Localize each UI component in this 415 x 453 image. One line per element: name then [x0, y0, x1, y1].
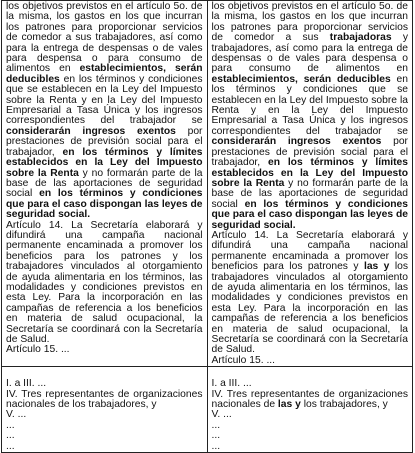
- text-run: los objetivos previstos en el artículo 5o. de la misma, los gastos en los que incurran los patrones para proporcionar servicios de comedor a sus trabajadores, así como para la entrega de despensas o de vales para despensa o para consumo de alimentos en: [6, 1, 203, 75]
- bold-run: trabajadoras: [329, 32, 392, 44]
- article-14-paragraph: [212, 231, 409, 356]
- text-run: IV. Tres representantes de organizaciones nacionales de: [211, 388, 408, 411]
- bold-run: considerarán ingresos exentos: [6, 125, 176, 137]
- bold-run: las y: [277, 399, 301, 411]
- list-item: V. ...: [211, 409, 232, 421]
- table-row: [2, 367, 413, 453]
- text-run: y no formarán parte de la base de las aportaciones de seguridad social: [211, 177, 408, 210]
- text-run: y no formarán parte de la base de las aportaciones de seguridad social: [6, 167, 203, 200]
- proposed-text-column: [207, 1, 413, 367]
- text-run: y trabajadores, así como para la entrega de despensas o de vales para despensa o para consumo de alimentos en: [211, 32, 408, 75]
- bold-run: en los términos y límites establecidos en la Ley del Impuesto sobre la Renta: [211, 157, 408, 189]
- bold-run: en los términos y condiciones que para el caso dispongan las leyes de seguridad social.: [211, 198, 408, 231]
- list-item: ...: [211, 430, 221, 442]
- text-run: los trabajadores vinculados al otorgamiento de ayuda alimentaria en los términos, las modalidades y condiciones previstos en esta Ley. Para la incorporación en las campañas de referencia a los beneficios en materia de salud ocupacional, la Secretaría se coordinará con la Secretaría de Salud.: [211, 261, 409, 356]
- text-run: por prestaciones de previsión social para el trabajador,: [6, 125, 203, 158]
- text-run: los trabajadores, y: [300, 399, 388, 411]
- proposed-list-column: [207, 367, 413, 453]
- bold-run: establecimientos, serán deducibles: [6, 63, 203, 85]
- list-item: ...: [6, 440, 15, 452]
- comparison-table: [1, 0, 413, 453]
- bold-run: considerarán ingresos exentos: [211, 136, 382, 148]
- bold-run: en los términos y condiciones que para el caso dispongan las leyes de seguridad social.: [6, 188, 203, 221]
- list-item: ...: [211, 440, 221, 452]
- list-item: IV. Tres representantes de organizaciones nacionales de los trabajadores, y: [6, 388, 203, 411]
- text-run: por prestaciones de previsión social para el trabajador,: [211, 136, 408, 169]
- text-run: los objetivos previstos en el artículo 5o. de la misma, los gastos en los que incurran los patrones para proporcionar servicios de comedor a sus: [211, 1, 408, 44]
- bold-run: establecimientos, serán deducibles: [211, 73, 391, 85]
- article-15-heading: Artículo 15. ...: [211, 354, 276, 366]
- list-item: ...: [6, 430, 15, 442]
- list-item: I. a III. ...: [6, 378, 47, 390]
- list-item: V. ...: [6, 409, 27, 421]
- text-run: Artículo 14. La Secretaría elaborará y difundirá una campaña nacional permanente encaminada a promover los beneficios para los patrones y: [211, 229, 408, 273]
- list-item: ...: [211, 419, 221, 431]
- text-run: en los términos y condiciones que se establecen en la Ley del Impuesto sobre la Renta y en la Ley del Impuesto Empresarial a Tasa Única y los ingresos correspondientes del trabajador se: [211, 73, 408, 137]
- bold-run: las y: [363, 261, 390, 273]
- text-run: en los términos y condiciones que se establecen en la Ley del Impuesto sobre la Renta y en la Ley del Impuesto Empresarial a Tasa Única y los ingresos correspondientes del trabajador se: [6, 73, 203, 127]
- list-item: ...: [6, 419, 15, 431]
- bold-run: en los términos y límites establecidos en la Ley del Impuesto sobre la Renta: [6, 146, 203, 179]
- paragraph-deducibility: [212, 2, 409, 231]
- article-15-heading: Artículo 15. ...: [6, 344, 70, 356]
- table-row: [2, 1, 413, 367]
- current-list-column: [2, 367, 208, 453]
- paragraph-deducibility: [6, 2, 203, 221]
- list-item: I. a III. ...: [211, 378, 252, 390]
- current-text-column: [2, 1, 208, 367]
- list-item: [212, 390, 409, 411]
- article-14-paragraph: Artículo 14. La Secretaría elaborará y difundirá una campaña nacional permanente encaminada a promover los beneficios para los patrones y los trabajadores vinculados al otorgamiento de ayuda alimentaria en los términos, las modalidades y condiciones previstos en esta Ley. Para la incorporación en las campañas de referencia a los beneficios en materia de salud ocupacional, la Secretaría se coordinará con la Secretaría de Salud.: [6, 219, 203, 345]
